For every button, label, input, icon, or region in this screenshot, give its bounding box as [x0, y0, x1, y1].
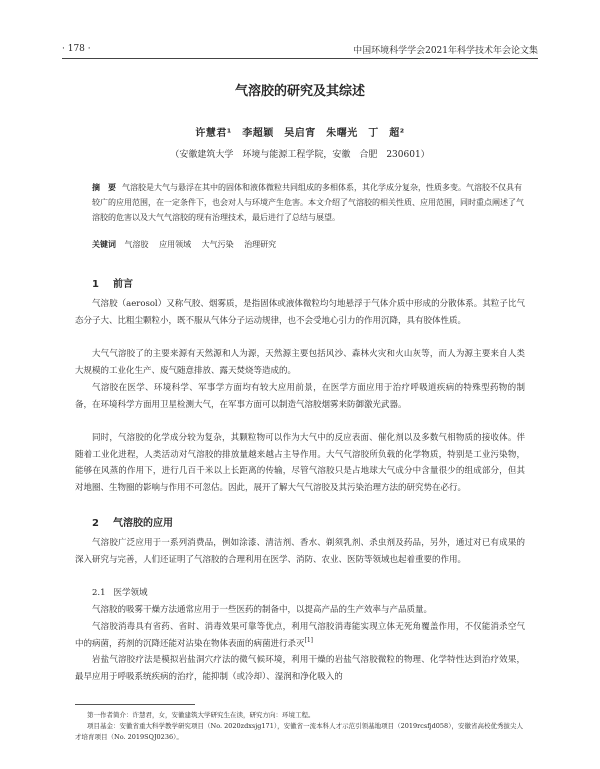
keyword: 治理研究	[244, 240, 277, 249]
keyword: 大气污染	[201, 240, 234, 249]
article-title: 气溶胶的研究及其综述	[234, 84, 365, 99]
abstract-label: 摘 要	[92, 183, 116, 192]
paragraph: 气溶胶广泛应用于一系列消费品，例如涂漆、清洁剂、香水、剃须乳剂、杀虫剂及药品，另外，通过对已有成果的深入研究与完善，人们还证明了气溶胶的合理利用在医学、消防、农业、医防等领域也起着重要的作用。	[75, 538, 525, 565]
paragraph: 气溶胶消毒具有省药、省时、消毒效果可靠等优点，利用气溶胶消毒能实现立体无死角覆盖作用，不仅能消杀空气中的病菌，药剂的沉降还能对沾染在物体表面的病菌进行杀灭[1]	[75, 622, 525, 649]
paragraph: 同时，气溶胶的化学成分较为复杂，其颗粒物可以作为大气中的反应表面、催化剂以及多数气相物质的接收体。伴随着工业化进程，人类活动对气溶胶的排放量越来越占主导作用。大气气溶胶所负载的化学物质，特别是工业污染物，能够在风蒸的作用下，进行几百千米以上长距离的传输，尽管气溶胶只是占地球大气成分中含量很少的组成部分，但其对地圈、生物圈的影响与作用不可忽估。因此，展开了解大气气溶胶及其污染治理方法的研究势在必行。	[75, 433, 525, 493]
footnote: 第一作者简介：许慧君，女，安徽建筑大学研究生在读，研究方向：环境工程。	[87, 711, 315, 719]
paragraph: 岩盐气溶胶疗法是模拟岩盐洞穴疗法的微气候环境，利用干燥的岩盐气溶胶微粒的物理、化学特性达到治疗效果，最早应用于呼吸系统疾病的治疗，能抑制（或冷却）、湿润和净化吸入的	[75, 655, 525, 682]
keyword: 气溶胶	[124, 240, 149, 249]
paragraph: 气溶胶（aerosol）又称气胶、烟雾质，是指固体或液体微粒均匀地悬浮于气体介质中形成的分散体系。其粒子比气态分子大、比粗尘颗粒小，既不服从气体分子运动规律，也不会受地心引力的作用沉降，具有胶体性质。	[75, 299, 525, 326]
page-number: · 178 ·	[62, 44, 91, 54]
keywords	[92, 237, 528, 252]
paragraph: 气溶胶在医学、环境科学、军事学方面均有较大应用前景，在医学方面应用于治疗呼吸道疾病的特殊型药物的制备，在环境科学方面用卫星检测大气，在军事方面可以制造气溶胶烟雾来防御激光武器。	[75, 383, 525, 410]
section-heading: 2 气溶胶的应用	[92, 518, 173, 529]
footnote-rule	[75, 704, 195, 705]
abstract	[92, 180, 528, 225]
journal-name: 中国环境科学学会2021年科学技术年会论文集	[353, 45, 538, 56]
keyword: 应用领域	[159, 240, 192, 249]
paragraph: 大气气溶胶了的主要来源有天然源和人为源，天然源主要包括风沙、森林火灾和火山灰等，而人为源主要来自人类大规模的工业化生产、废气随意排放、露天焚烧等造成的。	[75, 349, 525, 376]
keywords-label: 关键词	[92, 240, 116, 249]
running-head	[62, 42, 538, 56]
author-list: 许慧君¹ 李超颖 吴启宵 朱曙光 丁 超²	[195, 128, 405, 139]
footnote: 项目基金：安徽省重大科学教学研究项目（No. 2020zdxsjg171），安徽省一流本科人才示范引领基地项目（2019rcsfjd058），安徽省高校优秀拔尖人才培育项目（No. 2019SQJ0236）。	[75, 722, 523, 741]
header-rule	[62, 58, 538, 59]
paragraph: 气溶胶的吸雾干燥方法通常应用于一些医药的制备中，以提高产品的生产效率与产品质量。	[92, 605, 433, 615]
section-heading: 1 前言	[92, 279, 133, 290]
affiliation: （安徽建筑大学 环境与能源工程学院，安徽 合肥 230601）	[170, 150, 430, 160]
subsection-heading: 2.1 医学领域	[92, 588, 148, 598]
citation: [1]	[304, 636, 314, 644]
footnotes	[75, 710, 525, 743]
abstract-text: 气溶胶是大气与悬浮在其中的固体和液体微粒共同组成的多相体系，其化学成分复杂，性质多变。气溶胶不仅具有较广的应用范围，在一定条件下，也会对人与环境产生危害。本文介绍了气溶胶的相关性质、应用范围，同时重点阐述了气溶胶的危害以及大气气溶胶的现有治理技术，最后进行了总结与展望。	[92, 183, 524, 222]
